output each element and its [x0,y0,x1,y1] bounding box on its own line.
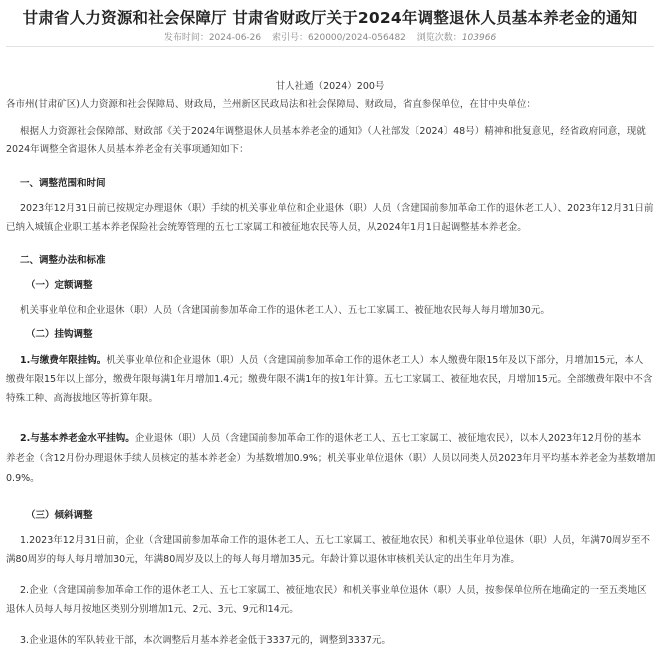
document-number: 甘人社通（2024）200号 [275,81,385,92]
recipients: 各市州(甘肃矿区)人力资源和社会保障局、财政局，兰州新区民政局法和社会保障局、财政局，省直参保单位，在甘中央单位： [6,99,536,110]
section-2-heading: 二、调整办法和标准 [20,255,106,266]
section-2-2-1-line-2: 缴费年限15年以上部分，缴费年限每满1年月增加1.4元；缴费年限不满1年的按1年计算。五七工家属工、被征地农民，月增加15元。全部缴费年限中不含 [6,374,653,385]
section-1-heading: 一、调整范围和时间 [20,178,106,189]
index-number: 索引号：620000/2024-056482 [272,33,406,43]
section-2-2-2-line-1 [20,430,656,448]
page-title: 甘肃省人力资源和社会保障厅 甘肃省财政厅关于2024年调整退休人员基本养老金的通知 [22,9,638,27]
section-2-3-heading: （三）倾斜调整 [26,510,93,521]
section-2-3-1-line-2: 满80周岁的每人每月增加30元，年满80周岁及以上的每人每月增加35元。年龄计算以退休审核机关认定的出生年月为准。 [6,554,520,565]
section-2-2-1-lead: 1.与缴费年限挂钩。 [20,355,107,366]
intro-line-2: 2024年调整全省退休人员基本养老金有关事项通知如下： [6,144,249,155]
section-2-2-1-line-3: 特殊工种、高海拔地区等折算年限。 [6,393,159,404]
section-2-2-2-line-2: 养老金（含12月份办理退休手续人员核定的基本养老金）为基数增加0.9%；机关事业单位退休（职）人员以同类人员2023年月平均基本养老金为基数增加 [6,453,656,464]
intro-line-1: 根据人力资源社会保障部、财政部《关于2024年调整退休人员基本养老金的通知》（人社部发〔2024〕48号）精神和批复意见，经省政府同意，现就 [20,126,646,137]
section-2-2-heading: （二）挂钩调整 [26,329,93,340]
section-2-3-1-line-1: 1.2023年12月31日前，企业（含建国前参加革命工作的退休老工人、五七工家属工、被征地农民）和机关事业单位退休（职）人员，年满70周岁至不 [20,535,651,546]
publish-time: 发布时间：2024-06-26 [163,33,262,43]
section-2-3-3: 3.企业退休的军队转业干部，本次调整后月基本养老金低于3337元的，调整到3337元。 [20,635,391,646]
section-2-2-1-line-1 [20,352,656,370]
section-1-line-1: 2023年12月31日前已按规定办理退休（职）手续的机关事业单位和企业退休（职）人员（含建国前参加革命工作的退休老工人）、2023年12月31日前 [20,203,654,214]
section-1-line-2: 已纳入城镇企业职工基本养老保险社会统筹管理的五七工家属工和被征地农民等人员，从2024年1月1日起调整基本养老金。 [6,222,527,233]
section-2-2-1-text: 机关事业单位和企业退休（职）人员（含建国前参加革命工作的退休老工人）本人缴费年限15年及以下部分，月增加15元，本人 [106,355,644,366]
view-count [417,33,496,43]
view-count-label: 浏览次数： [416,33,462,43]
section-2-3-2-line-2: 退休人员每人每月按地区类别分别增加1元、2元、3元、9元和14元。 [6,604,299,615]
divider [6,46,654,47]
section-2-2-2-line-3: 0.9%。 [6,473,40,484]
section-2-1-heading: （一）定额调整 [26,280,93,291]
section-2-2-2-text: 企业退休（职）人员（含建国前参加革命工作的退休老工人、五七工家属工、被征地农民），以本人2023年12月份的基本 [134,433,642,444]
section-2-2-2-lead: 2.与基本养老金水平挂钩。 [20,433,135,444]
section-2-1-body: 机关事业单位和企业退休（职）人员（含建国前参加革命工作的退休老工人）、五七工家属工、被征地农民每人每月增加30元。 [20,305,550,316]
view-count-value: 103966 [461,33,497,43]
section-2-3-2-line-1: 2.企业（含建国前参加革命工作的退休老工人、五七工家属工、被征地农民）和机关事业单位退休（职）人员，按参保单位所在地确定的一至五类地区 [20,585,647,596]
article-meta [0,30,660,43]
